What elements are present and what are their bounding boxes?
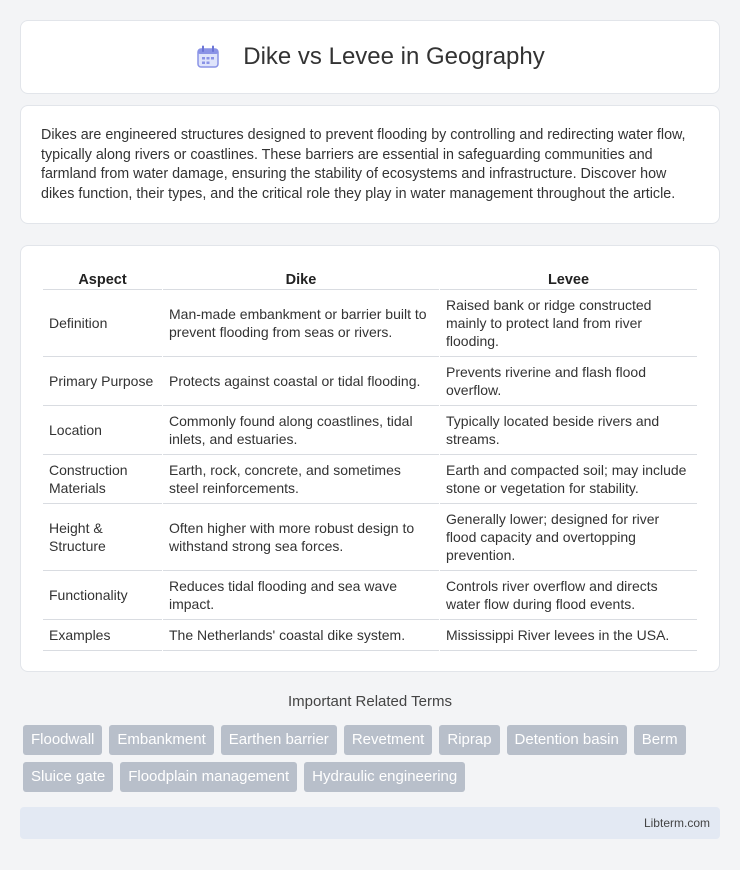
table-row [43, 455, 697, 504]
table-row [43, 504, 697, 571]
table-row [43, 406, 697, 455]
cell-aspect: Construction Materials [43, 455, 162, 504]
cell-levee: Controls river overflow and directs water flow during flood events. [440, 571, 697, 620]
table-header-row [43, 266, 697, 290]
related-terms-title: Important Related Terms [288, 693, 452, 710]
cell-aspect: Functionality [43, 571, 162, 620]
cell-aspect: Examples [43, 620, 162, 651]
cell-dike: The Netherlands' coastal dike system. [163, 620, 439, 651]
cell-levee: Generally lower; designed for river flood capacity and overtopping prevention. [440, 504, 697, 571]
cell-aspect: Location [43, 406, 162, 455]
table-row [43, 620, 697, 651]
cell-dike: Earth, rock, concrete, and sometimes steel reinforcements. [163, 455, 439, 504]
cell-aspect: Definition [43, 290, 162, 357]
cell-dike: Man-made embankment or barrier built to prevent flooding from seas or rivers. [163, 290, 439, 357]
footer-site-link[interactable]: Libterm.com [643, 816, 710, 830]
column-header-levee: Levee [440, 266, 697, 290]
intro-text: Dikes are engineered structures designed to prevent flooding by controlling and redirecting water flow, typically along rivers or coastlines. These barriers are essential in safeguarding communities and farmland from water damage, ensuring the stability of ecosystems and infrastructure. Discover how dikes function, their types, and the critical role they play in water management throughout the article. [41, 127, 686, 202]
column-header-dike: Dike [163, 266, 439, 290]
column-header-aspect: Aspect [43, 266, 162, 290]
cell-dike: Reduces tidal flooding and sea wave impact. [163, 571, 439, 620]
cell-levee: Mississippi River levees in the USA. [440, 620, 697, 651]
cell-levee: Earth and compacted soil; may include stone or vegetation for stability. [440, 455, 697, 504]
title-card [20, 20, 720, 94]
cell-dike: Commonly found along coastlines, tidal inlets, and estuaries. [163, 406, 439, 455]
term-tag-revetment[interactable]: Revetment [344, 725, 433, 755]
cell-levee: Prevents riverine and flash flood overflow. [440, 357, 697, 406]
cell-levee: Typically located beside rivers and streams. [440, 406, 697, 455]
table-row [43, 290, 697, 357]
intro-card [20, 105, 720, 224]
calendar-icon [195, 44, 221, 70]
cell-dike: Often higher with more robust design to withstand strong sea forces. [163, 504, 439, 571]
term-tag-sluice-gate[interactable]: Sluice gate [23, 762, 113, 792]
term-tag-embankment[interactable]: Embankment [109, 725, 213, 755]
footer [20, 807, 720, 839]
comparison-table [42, 266, 698, 651]
cell-aspect: Height & Structure [43, 504, 162, 571]
term-tag-detention-basin[interactable]: Detention basin [507, 725, 627, 755]
cell-dike: Protects against coastal or tidal flooding. [163, 357, 439, 406]
term-tag-riprap[interactable]: Riprap [439, 725, 499, 755]
term-tag-hydraulic-engineering[interactable]: Hydraulic engineering [304, 762, 465, 792]
cell-levee: Raised bank or ridge constructed mainly to protect land from river flooding. [440, 290, 697, 357]
term-tag-floodplain-management[interactable]: Floodplain management [120, 762, 297, 792]
term-tag-berm[interactable]: Berm [634, 725, 686, 755]
table-row [43, 571, 697, 620]
comparison-table-card [20, 245, 720, 672]
page-title: Dike vs Levee in Geography [243, 43, 545, 70]
related-terms-list [23, 725, 723, 799]
table-row [43, 357, 697, 406]
term-tag-earthen-barrier[interactable]: Earthen barrier [221, 725, 337, 755]
cell-aspect: Primary Purpose [43, 357, 162, 406]
term-tag-floodwall[interactable]: Floodwall [23, 725, 102, 755]
